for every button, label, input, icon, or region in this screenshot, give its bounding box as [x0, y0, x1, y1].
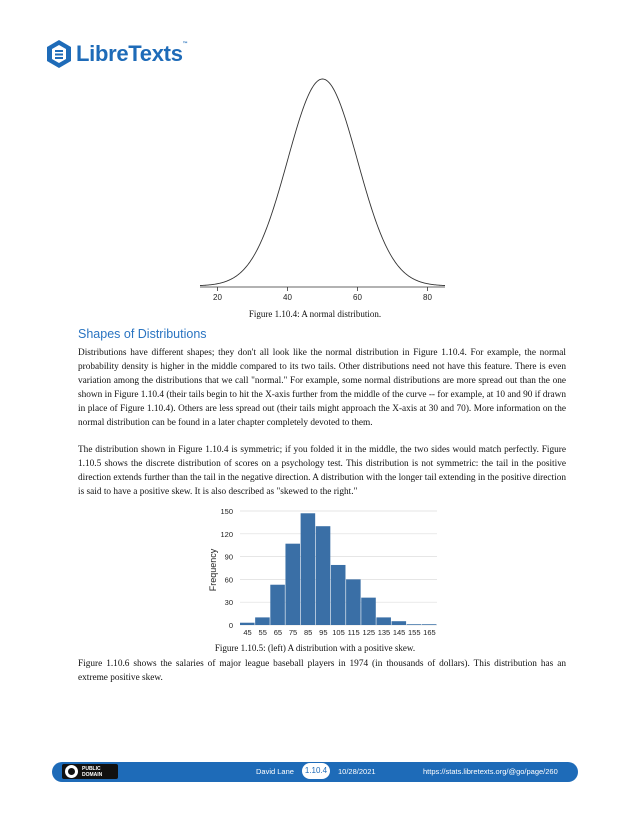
- hist-x-tick-label: 55: [258, 628, 267, 637]
- hist-bar: [407, 624, 422, 625]
- hist-x-tick-label: 105: [332, 628, 345, 637]
- footer-page-number: 1.10.4: [302, 763, 330, 779]
- hist-x-tick-label: 135: [377, 628, 391, 637]
- section-heading: Shapes of Distributions: [78, 327, 207, 341]
- hist-bar: [331, 565, 346, 625]
- histogram-chart: [0, 500, 630, 650]
- hist-x-tick-label: 125: [362, 628, 376, 637]
- hist-bar: [422, 624, 437, 625]
- hist-y-tick-label: 150: [220, 507, 233, 516]
- footer-date: 10/28/2021: [338, 767, 376, 776]
- hist-bar: [255, 617, 270, 625]
- paragraph-1: Distributions have different shapes; they don't all look like the normal distribution in Figure 1.10.4. For example, the normal probability density is higher in the middle compared to its two tails. Other distributions need not have this feature. There is even variation among the distributions that we call "normal." For example, some normal distributions are more spread out than the one shown in Figure 1.10.4 (their tails begin to hit the X-axis further from the middle of the curve -- for example, at 10 and 90 if drawn in place of Figure 1.10.4). Others are less spread out (their tails might approach the X-axis at 30 and 70). More information on the normal distribution can be found in a later chapter completely devoted to them.: [78, 348, 566, 428]
- hist-x-tick-label: 155: [408, 628, 421, 637]
- public-domain-icon: [65, 765, 78, 778]
- hist-bar: [361, 598, 376, 625]
- hist-y-tick-label: 120: [220, 529, 233, 539]
- hist-x-tick-label: 165: [423, 628, 436, 637]
- normal-distribution-chart: [0, 0, 630, 310]
- figure-hist-caption: Figure 1.10.5: (left) A distribution with a positive skew.: [214, 643, 416, 653]
- normal-x-tick-label: 80: [423, 293, 432, 302]
- paragraph-2: The distribution shown in Figure 1.10.4 is symmetric; if you folded it in the middle, the two sides would match perfectly. Figure 1.10.5 shows the discrete distribution of scores on a psychology test. This distribution is not symmetric: the tail in the positive direction extends further than the tail in the negative direction. A distribution with the longer tail extending in the positive direction is said to have a positive skew. It is also described as "skewed to the right.": [78, 445, 566, 497]
- hist-bar: [392, 621, 407, 625]
- hist-y-tick-label: 60: [224, 575, 233, 585]
- logo-text: LibreTexts™: [76, 41, 188, 66]
- hist-y-tick-label: 90: [224, 552, 233, 562]
- normal-x-tick-label: 60: [353, 293, 362, 302]
- normal-x-tick-label: 20: [213, 293, 222, 302]
- normal-curve: [200, 79, 445, 286]
- hist-x-tick-label: 115: [347, 628, 360, 637]
- hist-x-tick-label: 145: [392, 628, 406, 637]
- figure-normal-caption: Figure 1.10.4: A normal distribution.: [248, 309, 382, 319]
- hist-x-tick-label: 75: [288, 628, 298, 637]
- hist-bar: [270, 585, 285, 625]
- hist-y-axis-label: Frequency: [208, 548, 218, 592]
- normal-x-tick-label: 40: [283, 293, 292, 302]
- footer-url[interactable]: https://stats.libretexts.org/@go/page/260: [423, 767, 558, 776]
- hist-x-tick-label: 85: [304, 628, 313, 637]
- footer-author: David Lane: [256, 767, 294, 776]
- hist-y-tick-label: 0: [228, 621, 233, 630]
- hist-x-tick-label: 65: [273, 628, 283, 637]
- hist-x-tick-label: 95: [319, 628, 328, 637]
- hist-x-tick-label: 45: [243, 628, 252, 637]
- hist-bar: [316, 526, 331, 625]
- page-footer: [52, 762, 578, 782]
- hist-bar: [376, 617, 391, 625]
- hist-y-tick-label: 30: [224, 598, 233, 608]
- hist-bar: [285, 544, 300, 625]
- hist-bar: [240, 623, 255, 625]
- public-domain-badge[interactable]: PUBLIC DOMAIN: [62, 764, 118, 779]
- hist-bar: [346, 579, 361, 625]
- hist-bar: [301, 513, 316, 625]
- paragraph-3: Figure 1.10.6 shows the salaries of major league baseball players in 1974 (in thousands of dollars). This distribution has an extreme positive skew.: [78, 659, 566, 683]
